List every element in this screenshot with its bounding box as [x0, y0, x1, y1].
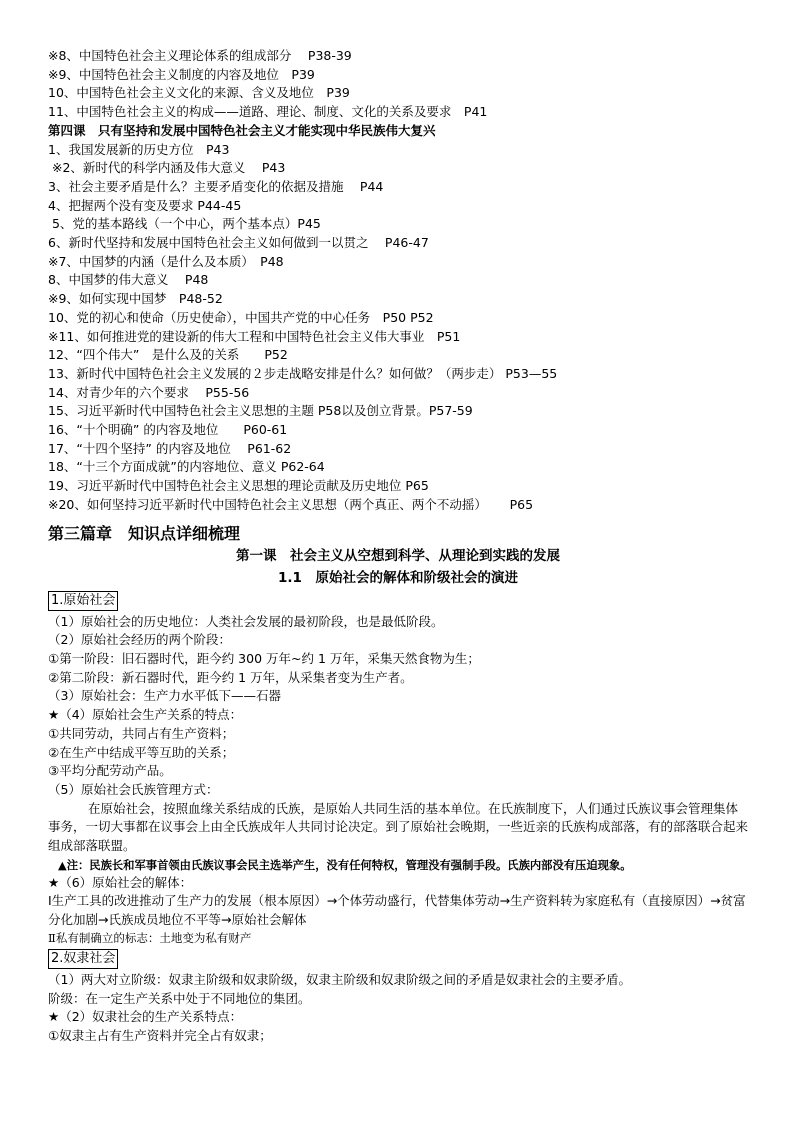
list-item: ※20、如何坚持习近平新时代中国特色社会主义思想（两个真正、两个不动摇） P65	[48, 496, 534, 512]
list-item: 10、党的初心和使命（历史使命），中国共产党的中心任务 P50 P52	[48, 309, 434, 325]
lesson4-list	[48, 141, 748, 515]
list-item: 15、习近平新时代中国特色社会主义思想的主题 P58以及创立背景。P57-59	[48, 403, 473, 419]
collapse-title: ★（6）原始社会的解体：	[48, 874, 193, 890]
list-item: ①共同劳动，共同占有生产资料；	[48, 725, 235, 741]
section-title: 1.1 原始社会的解体和阶级社会的演进	[278, 569, 518, 586]
toc-item: ※8、中国特色社会主义理论体系的组成部分 P38-39	[48, 48, 352, 63]
list-item: 阶级：在一定生产关系中处于不同地位的集团。	[48, 990, 311, 1006]
list-item: ※2、新时代的科学内涵及伟大意义 P43	[48, 160, 286, 176]
toc-list	[48, 47, 748, 122]
list-item: ※11、如何推进党的建设新的伟大工程和中国特色社会主义伟大事业 P51	[48, 328, 461, 344]
list-item: ★（2）奴隶社会的生产关系特点：	[48, 1009, 243, 1025]
list-item: 13、新时代中国特色社会主义发展的２步走战略安排是什么？如何做？（两步走） P53—55	[48, 365, 558, 381]
list-item: （5）原始社会氏族管理方式：	[48, 781, 219, 797]
list-item: ※9、如何实现中国梦 P48-52	[48, 291, 223, 307]
lesson-title: 第一课 社会主义从空想到科学、从理论到实践的发展	[236, 547, 560, 564]
list-item: 12、“四个伟大” 是什么及的关系 P52	[48, 347, 288, 363]
note-text: ▲注：民族长和军事首领由氏族议事会民主选举产生，没有任何特权，管理没有强制手段。氏族内部没有压迫现象。	[58, 857, 632, 872]
list-item: 6、新时代坚持和发展中国特色社会主义如何做到一以贯之 P46-47	[48, 235, 429, 251]
list-item: ★（4）原始社会生产关系的特点：	[48, 707, 243, 723]
boxed-heading-slave: 2.奴隶社会	[48, 949, 118, 969]
list-item: 19、习近平新时代中国特色社会主义思想的理论贡献及历史地位 P65	[48, 478, 429, 494]
list-item: 17、“十四个坚持” 的内容及地位 P61-62	[48, 440, 292, 456]
list-item: ②在生产中结成平等互助的关系；	[48, 744, 235, 760]
list-item: 18、“十三个方面成就”的内容地位、意义 P62-64	[48, 459, 325, 475]
private-ownership-mark: Ⅱ私有制确立的标志：土地变为私有财产	[48, 930, 252, 945]
list-item: （2）原始社会经历的两个阶段：	[48, 632, 231, 648]
lesson4-title: 第四课 只有坚持和发展中国特色社会主义才能实现中华民族伟大复兴	[48, 122, 436, 138]
toc-item: 11、中国特色社会主义的构成——道路、理论、制度、文化的关系及要求 P41	[48, 104, 488, 120]
list-item: （3）原始社会：生产力水平低下——石器	[48, 688, 281, 704]
chapter-title: 第三篇章 知识点详细梳理	[48, 523, 241, 543]
list-item: （1）两大对立阶级：奴隶主阶级和奴隶阶级，奴隶主阶级和奴隶阶级之间的矛盾是奴隶社会的主要矛盾。	[48, 971, 631, 987]
list-item: 16、“十个明确” 的内容及地位 P60-61	[48, 422, 288, 438]
list-item: （1）原始社会的历史地位：人类社会发展的最初阶段，也是最低阶段。	[48, 613, 444, 629]
boxed-heading-primitive: 1.原始社会	[48, 591, 118, 611]
list-item: 14、对青少年的六个要求 P55-56	[48, 384, 250, 400]
list-item: ※7、中国梦的内涵（是什么及本质） P48	[48, 253, 284, 269]
primitive-society-list	[48, 613, 748, 800]
list-item: 8、中国梦的伟大意义 P48	[48, 272, 209, 288]
list-item: 3、社会主要矛盾是什么？主要矛盾变化的依据及措施 P44	[48, 178, 384, 194]
slave-society-list	[48, 971, 748, 1046]
list-item: 1、我国发展新的历史方位 P43	[48, 141, 230, 157]
document-page	[48, 47, 748, 1046]
list-item: ②第二阶段：新石器时代，距今约 1 万年，从采集者变为生产者。	[48, 669, 413, 685]
list-item: ①第一阶段：旧石器时代，距今约 300 万年~约 1 万年，采集天然食物为生；	[48, 650, 480, 666]
list-item: ③平均分配劳动产品。	[48, 763, 172, 779]
toc-item: ※9、中国特色社会主义制度的内容及地位 P39	[48, 66, 315, 82]
toc-item: 10、中国特色社会主义文化的来源、含义及地位 P39	[48, 85, 350, 101]
clan-paragraph: 在原始社会，按照血缘关系结成的氏族，是原始人共同生活的基本单位。在氏族制度下，人们通过氏族议事会管理集体事务，一切大事都在议事会上由全氏族成年人共同讨论决定。到了原始社会晚期，一些近亲的氏族构成部落，有的部落联合起来组成部落联盟。	[48, 800, 749, 854]
list-item: 4、把握两个没有变及要求 P44-45	[48, 197, 242, 213]
list-item: ①奴隶主占有生产资料并完全占有奴隶；	[48, 1027, 272, 1043]
list-item: 5、党的基本路线（一个中心，两个基本点）P45	[48, 216, 321, 232]
collapse-text: Ⅰ生产工具的改进推动了生产力的发展（根本原因）→个体劳动盛行，代替集体劳动→生产资料转为家庭私有（直接原因）→贫富分化加剧→氏族成员地位不平等→原始社会解体	[48, 893, 746, 928]
